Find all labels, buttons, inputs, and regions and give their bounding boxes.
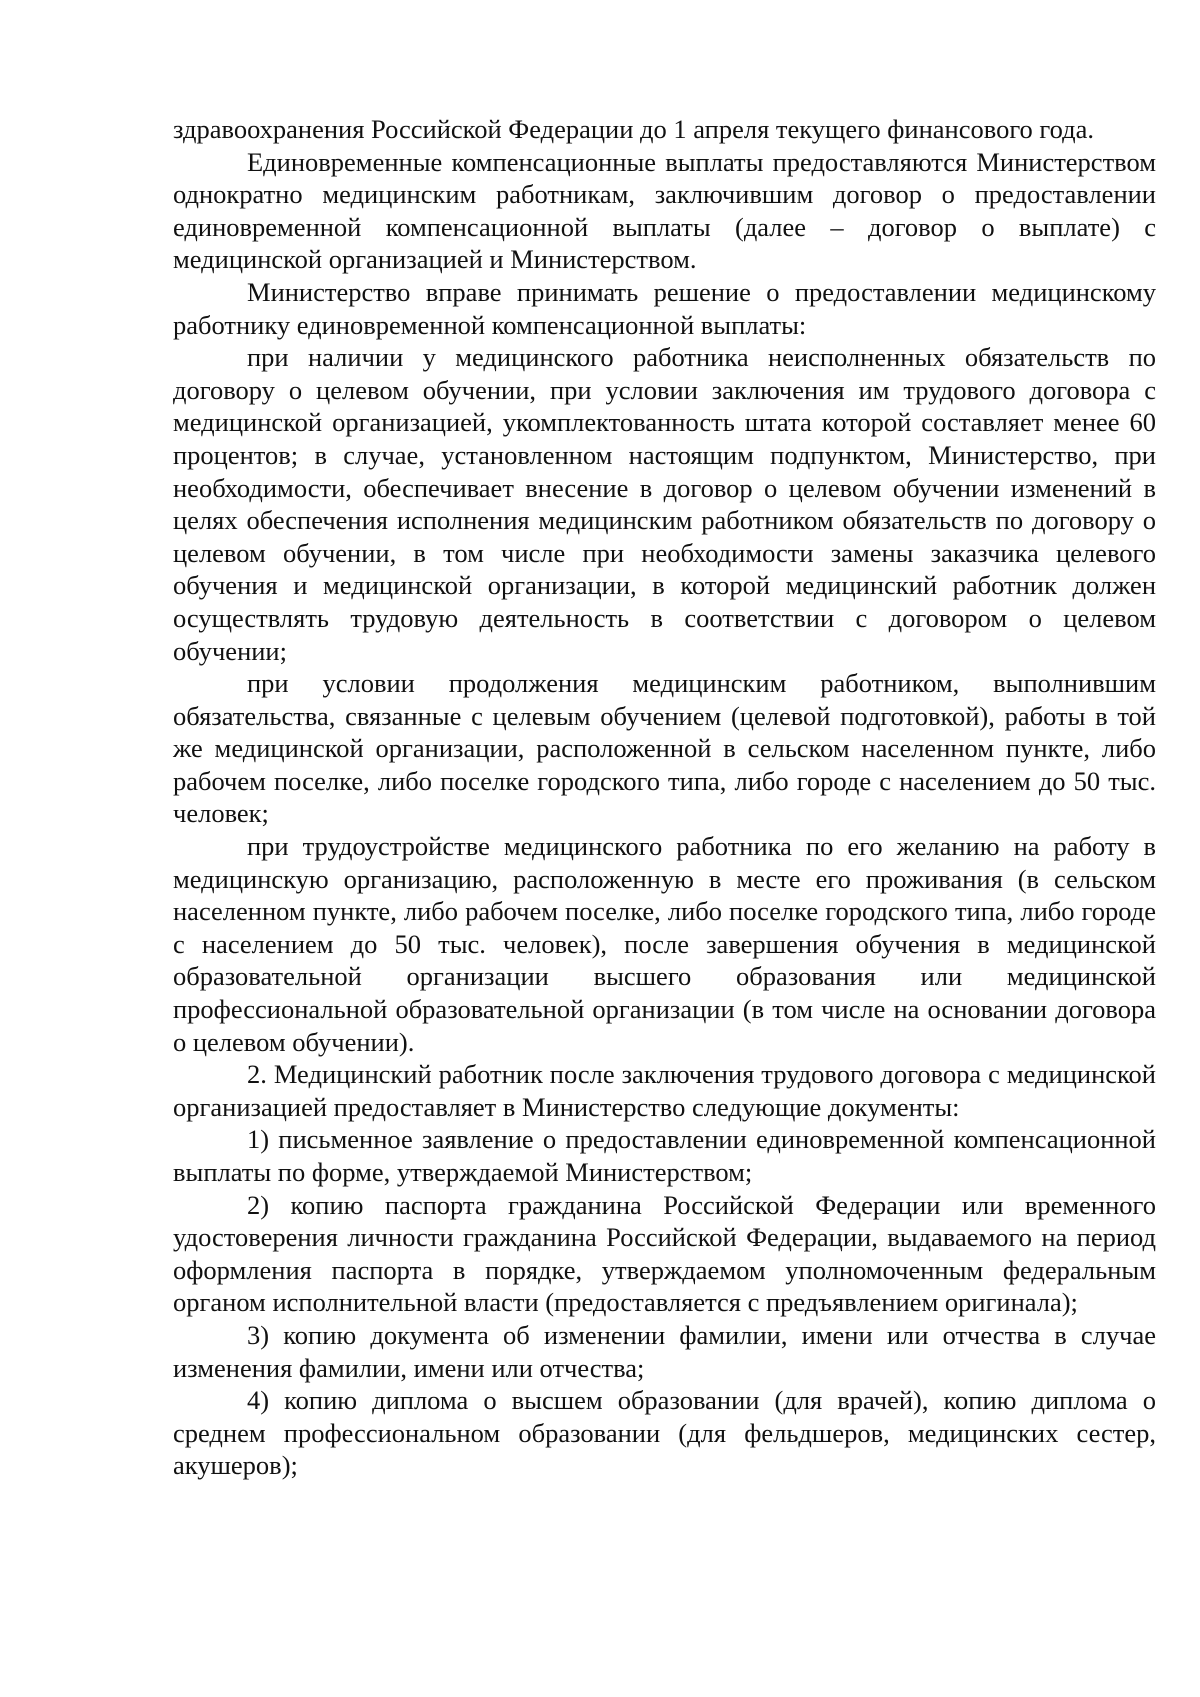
paragraph-ministry-decision: Министерство вправе принимать решение о предоставлении медицинскому работнику единовременной компенсационной выплаты: — [173, 276, 1156, 340]
paragraph-continuation: здравоохранения Российской Федерации до 1 апреля текущего финансового года. — [173, 114, 1094, 144]
paragraph-employment-at-residence: при трудоустройстве медицинского работника по его желанию на работу в медицинскую организацию, расположенную в месте его проживания (в сельском населенном пункте, либо рабочем поселке, либо поселке городского типа, либо городе с населением до 50 тыс. человек), после завершения обучения в медицинской образовательной организации высшего образования или медицинской профессиональной образовательной организации (в том числе на основании договора о целевом обучении). — [173, 831, 1156, 1057]
list-item-application: 1) письменное заявление о предоставлении единовременной компенсационной выплаты по форме, утверждаемой Министерством; — [173, 1124, 1156, 1187]
document-body — [173, 113, 1156, 1482]
list-item-passport-copy: 2) копию паспорта гражданина Российской Федерации или временного удостоверения личности гражданина Российской Федерации, выдаваемого на период оформления паспорта в порядке, утверждаемом уполномоченным федеральным органом исполнительной власти (предоставляется с предъявлением оригинала); — [173, 1189, 1156, 1318]
paragraph-targeted-training-obligations: при наличии у медицинского работника неисполненных обязательств по договору о целевом обучении, при условии заключения им трудового договора с медицинской организацией, укомплектованность штата которой составляет менее 60 процентов; в случае, установленном настоящим подпунктом, Министерство, при необходимости, обеспечивает внесение в договор о целевом обучении изменений в целях обеспечения исполнения медицинским работником обязательств по договору о целевом обучении, в том числе при необходимости замены заказчика целевого обучения и медицинской организации, в которой медицинский работник должен осуществлять трудовую деятельность в соответствии с договором о целевом обучении; — [173, 342, 1156, 666]
paragraph-item-2-documents: 2. Медицинский работник после заключения трудового договора с медицинской организацией предоставляет в Министерство следующие документы: — [173, 1059, 1156, 1122]
list-item-diploma-copy: 4) копию диплома о высшем образовании (для врачей), копию диплома о среднем профессиональном образовании (для фельдшеров, медицинских сестер, акушеров); — [173, 1385, 1156, 1481]
paragraph-compensation-payments: Единовременные компенсационные выплаты предоставляются Министерством однократно медицинским работникам, заключившим договор о предоставлении единовременной компенсационной выплаты (далее – договор о выплате) с медицинской организацией и Министерством. — [173, 146, 1156, 275]
paragraph-continued-employment: при условии продолжения медицинским работником, выполнившим обязательства, связанные с целевым обучением (целевой подготовкой), работы в той же медицинской организации, расположенной в сельском населенном пункте, либо рабочем поселке, либо поселке городского типа, либо городе с населением до 50 тыс. человек; — [173, 668, 1156, 829]
list-item-name-change-document: 3) копию документа об изменении фамилии, имени или отчества в случае изменения фамилии, имени или отчества; — [173, 1319, 1156, 1383]
